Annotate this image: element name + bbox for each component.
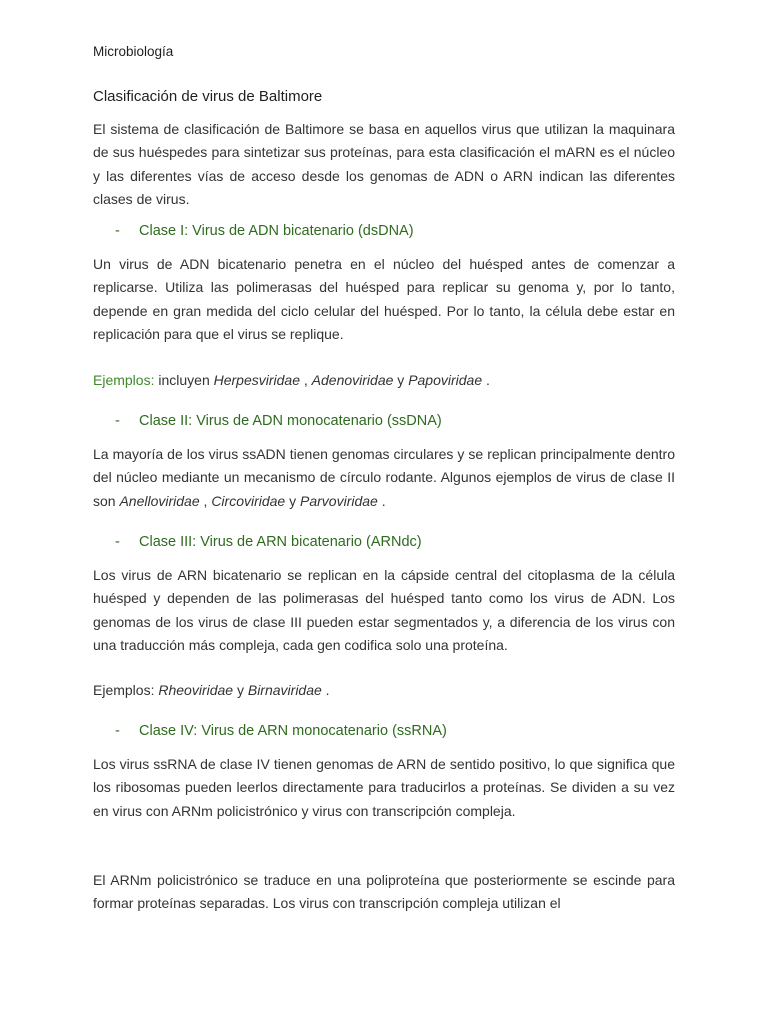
class-1-body: Un virus de ADN bicatenario penetra en el núcleo del huésped antes de comenzar a replicarse. Utiliza las polimerasas del huésped para replicar su genoma y, por lo tanto, depende en gran medida del ciclo celular del huésped. Por lo tanto, la célula debe estar en replicación para que el virus se replique. bbox=[93, 256, 675, 342]
class-3-examples bbox=[93, 679, 675, 702]
examples-label: Ejemplos: bbox=[93, 372, 155, 388]
class-2-heading bbox=[115, 413, 442, 429]
class-2-heading-text: Clase II: Virus de ADN monocatenario (ssDNA) bbox=[139, 413, 442, 429]
separator: y bbox=[393, 372, 409, 388]
taxon-name: Papoviridae bbox=[408, 372, 483, 388]
running-header: Microbiología bbox=[93, 44, 174, 59]
document-title: Clasificación de virus de Baltimore bbox=[93, 88, 323, 105]
taxon-name: Adenoviridae bbox=[311, 372, 394, 388]
class-1-examples bbox=[93, 369, 675, 392]
intro-paragraph: El sistema de clasificación de Baltimore se basa en aquellos virus que utilizan la maquinara de sus huéspedes para sintetizar sus proteínas, para esta clasificación el mARN es el núcleo y las diferentes vías de acceso desde los genomas de ADN o ARN indican las diferentes clases de virus. bbox=[93, 121, 675, 207]
terminator: . bbox=[377, 492, 386, 509]
taxon-name: Herpesviridae bbox=[213, 372, 300, 388]
bullet-dash: - bbox=[115, 534, 120, 550]
bullet-dash: - bbox=[115, 413, 120, 429]
separator: , bbox=[199, 492, 212, 509]
class-4-heading-text: Clase IV: Virus de ARN monocatenario (ssRNA) bbox=[139, 723, 447, 739]
examples-label: Ejemplos: bbox=[93, 682, 155, 698]
separator: y bbox=[233, 682, 248, 698]
terminator: . bbox=[321, 682, 330, 698]
class-3-heading-text: Clase III: Virus de ARN bicatenario (ARNdc) bbox=[139, 534, 422, 550]
class-3-heading bbox=[115, 534, 422, 550]
class-4-body-2: El ARNm policistrónico se traduce en una poliproteína que posteriormente se escinde para formar proteínas separadas. Los virus con transcripción compleja utilizan el bbox=[93, 872, 675, 912]
separator: , bbox=[300, 372, 312, 388]
class-4-body: Los virus ssRNA de clase IV tienen genomas de ARN de sentido positivo, lo que significa que los ribosomas pueden leerlos directamente para traducirlos a proteínas. Se dividen a su vez en virus con ARNm policistrónico y virus con transcripción compleja. bbox=[93, 756, 675, 819]
class-3-body: Los virus de ARN bicatenario se replican en la cápside central del citoplasma de la célula huésped y dependen de las polimerasas del huésped tanto como los virus de ADN. Los genomas de los virus de clase III pueden estar segmentados y, a diferencia de los virus con una traducción más compleja, cada gen codifica solo una proteína. bbox=[93, 567, 675, 653]
taxon-name: Circoviridae bbox=[211, 492, 286, 509]
separator: y bbox=[285, 492, 301, 509]
class-2-body bbox=[93, 443, 675, 513]
bullet-dash: - bbox=[115, 723, 120, 739]
taxon-name: Rheoviridae bbox=[158, 682, 234, 698]
terminator: . bbox=[482, 372, 490, 388]
examples-prefix: incluyen bbox=[158, 372, 210, 388]
taxon-name: Birnaviridae bbox=[247, 682, 322, 698]
class-4-heading bbox=[115, 723, 447, 739]
bullet-dash: - bbox=[115, 223, 120, 239]
class-1-heading bbox=[115, 223, 414, 239]
class-1-heading-text: Clase I: Virus de ADN bicatenario (dsDNA) bbox=[139, 223, 414, 239]
taxon-name: Anelloviridae bbox=[119, 492, 200, 509]
taxon-name: Parvoviridae bbox=[300, 492, 378, 509]
class-2-body-text: La mayoría de los virus ssADN tienen genomas circulares y se replican principalmente dentro del núcleo mediante un mecanismo de círculo rodante. Algunos ejemplos de virus de clase II son bbox=[93, 446, 675, 509]
